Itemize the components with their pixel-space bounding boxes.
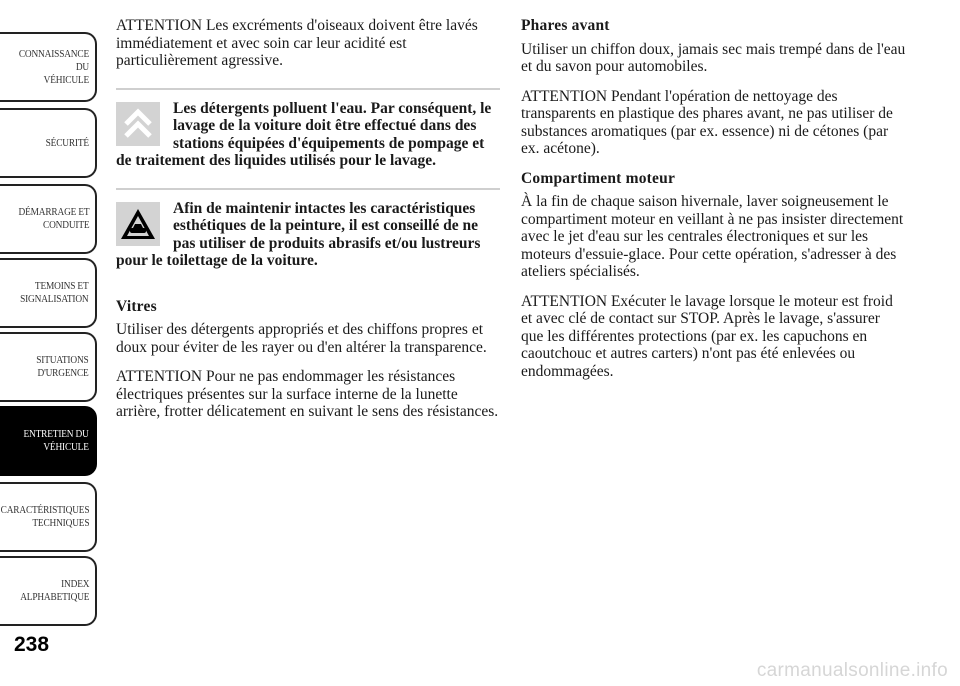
- moteur-text: À la fin de chaque saison hivernale, laver soigneusement le compartiment moteur en veillant à ne pas insister directement avec le jet d'eau sur les centrales électroniques et sur les moteurs d'essuie-glace. Pour cette opération, s'adresser à des ateliers spécialisés.: [521, 193, 904, 280]
- right-column: [521, 17, 906, 392]
- tab-label: TEMOINS ET SIGNALISATION: [20, 280, 89, 305]
- paint-note-text: Afin de maintenir intactes les caractéristiques esthétiques de la peinture, il est conseillé de ne pas utiliser de produits abrasifs et/ou lustreurs pour le toilettage de la voiture.: [116, 199, 481, 269]
- tab-label: INDEX ALPHABETIQUE: [19, 578, 89, 603]
- environment-chevron-icon: [116, 102, 160, 146]
- tab-securite[interactable]: [0, 108, 97, 178]
- tab-entretien-du-vehicule[interactable]: [0, 406, 97, 476]
- tab-label: DÉMARRAGE ET CONDUITE: [18, 206, 89, 231]
- moteur-heading: Compartiment moteur: [521, 169, 676, 187]
- divider: [116, 88, 500, 90]
- phares-text: Utiliser un chiffon doux, jamais sec mais trempé dans de l'eau et du savon pour automobiles.: [521, 40, 906, 75]
- tab-label: CONNAISSANCE DU VÉHICULE: [18, 47, 90, 86]
- tab-temoins-et-signalisation[interactable]: [0, 258, 97, 328]
- car-warning-triangle-icon: [116, 202, 160, 246]
- tab-demarrage-et-conduite[interactable]: [0, 184, 97, 254]
- tab-caracteristiques-techniques[interactable]: [0, 482, 97, 552]
- tab-situations-d-urgence[interactable]: [0, 332, 97, 402]
- tab-label: SITUATIONS D'URGENCE: [36, 354, 89, 379]
- tab-label: ENTRETIEN DU VÉHICULE: [23, 428, 89, 453]
- attention-moteur-text: ATTENTION Exécuter le lavage lorsque le moteur est froid et avec clé de contact sur STOP. Après le lavage, s'assurer que les différentes protections (par ex. les capuchons en caoutchouc et autres carters) n'ont pas été enlevées ou endommagées.: [521, 292, 893, 380]
- environment-note: [116, 100, 500, 170]
- attention-birds-text: ATTENTION Les excréments d'oiseaux doivent être lavés immédiatement et avec soin car leur acidité est particulièrement agressive.: [116, 17, 478, 69]
- attention-rear-window-text: ATTENTION Pour ne pas endommager les résistances électriques présentes sur la surface interne de la lunette arrière, frotter délicatement en suivant le sens des résistances.: [116, 368, 499, 420]
- tab-label: CARACTÉRISTIQUES TECHNIQUES: [0, 504, 89, 529]
- vitres-heading: Vitres: [116, 297, 157, 315]
- vitres-text: Utiliser des détergents appropriés et des chiffons propres et doux pour éviter de les rayer ou d'en altérer la transparence.: [116, 321, 487, 356]
- paint-note: [116, 200, 500, 270]
- tab-label: SÉCURITÉ: [45, 136, 89, 149]
- left-column: [116, 17, 500, 433]
- page-number: 238: [14, 633, 50, 656]
- tab-index-alphabetique[interactable]: [0, 556, 97, 626]
- phares-heading: Phares avant: [521, 17, 610, 34]
- environment-note-text: Les détergents polluent l'eau. Par conséquent, le lavage de la voiture doit être effectué dans des stations équipées d'équipements de pompage et de traitement des liquides utilisés pour le lavage.: [116, 99, 492, 169]
- attention-phares-text: ATTENTION Pendant l'opération de nettoyage des transparents en plastique des phares avant, ne pas utiliser de substances aromatiques (par ex. essence) ni de cétones (par ex. acétone).: [521, 87, 893, 157]
- tab-connaissance-du-vehicule[interactable]: [0, 32, 97, 102]
- divider: [116, 188, 500, 190]
- watermark: carmanualsonline.info: [756, 660, 948, 681]
